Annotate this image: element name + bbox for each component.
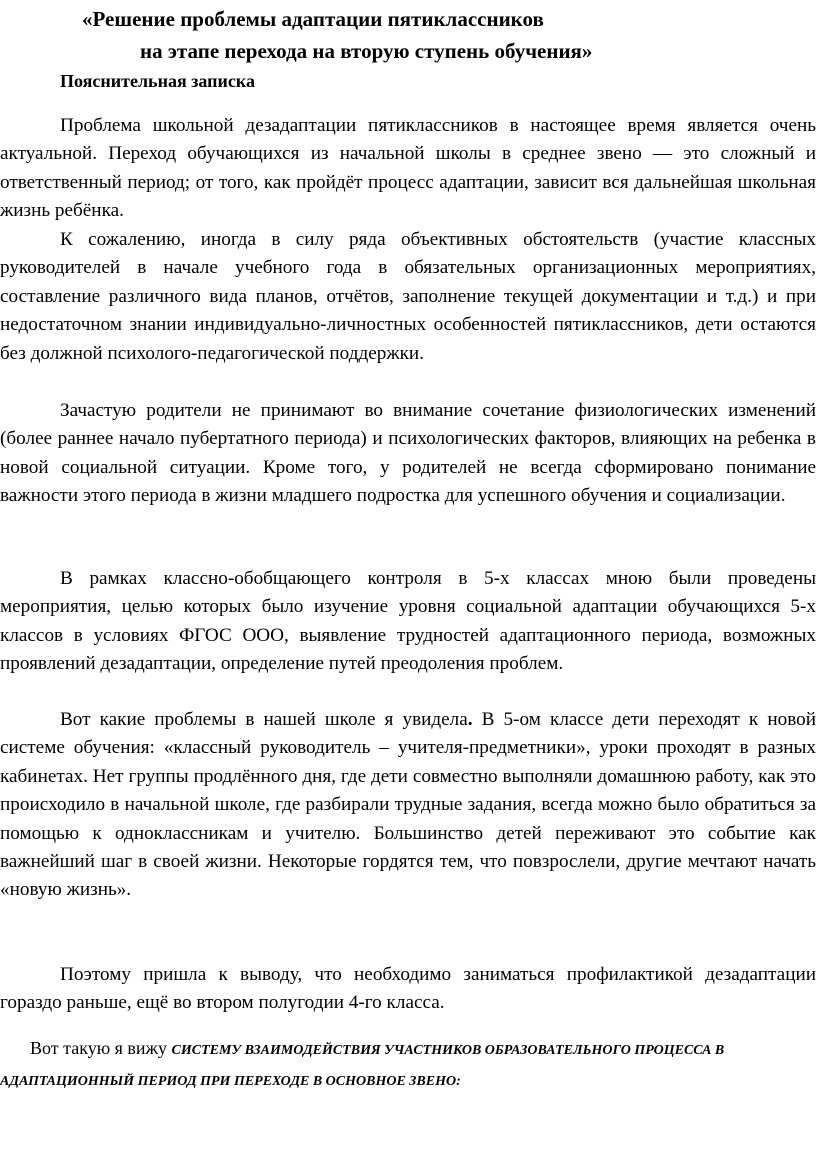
paragraph-circumstances: К сожалению, иногда в силу ряда объективных обстоятельств (участие классных руководителей в начале учебного года в обязательных организационных мероприятиях, составление различного вида планов, отчётов, заполнение текущей документации и т.д.) и при недостаточном знании индивидуально-личностных особенностей пятиклассников, дети остаются без должной психолого-педагогической поддержки. (0, 229, 816, 364)
paragraph-problems-rest: В 5-ом классе дети переходят к новой системе обучения: «классный руководитель – учителя-предметники», уроки проходят в разных кабинетах. Нет группы продлённого дня, где дети совместно выполняли домашнюю работу, как это происходило в начальной школе, где разбирали трудные задания, всегда можно было обратиться за помощью к одноклассникам и учителю. Большинство детей переживают это событие как важнейший шаг в своей жизни. Некоторые гордятся тем, что повзрослели, другие мечтают начать «новую жизнь». (0, 709, 816, 901)
paragraph-problems-dot: . (467, 709, 473, 730)
paragraph-system-lead: Вот такую я вижу (30, 1038, 172, 1058)
document-subtitle: Пояснительная записка (60, 71, 256, 91)
paragraph-intro: Проблема школьной дезадаптации пятиклассников в настоящее время является очень актуальной. Переход обучающихся из начальной школы в среднее звено — это сложный и ответственный период; от того, как пройдёт процесс адаптации, зависит вся дальнейшая школьная жизнь ребёнка. (0, 115, 816, 222)
document-title-line-2: на этапе перехода на вторую ступень обучения» (140, 39, 593, 63)
paragraph-system-emphasis: СИСТЕМУ ВЗАИМОДЕЙСТВИЯ УЧАСТНИКОВ ОБРАЗОВАТЕЛЬНОГО ПРОЦЕССА В АДАПТАЦИОННЫЙ ПЕРИОД ПРИ ПЕРЕХОДЕ В ОСНОВНОЕ ЗВЕНО: (0, 1043, 725, 1089)
paragraph-conclusion: Поэтому пришла к выводу, что необходимо заниматься профилактикой дезадаптации гораздо раньше, ещё во втором полугодии 4-го класса. (0, 964, 816, 1014)
paragraph-problems (0, 706, 816, 905)
paragraph-control: В рамках классно-обобщающего контроля в 5-х классах мною были проведены мероприятия, целью которых было изучение уровня социальной адаптации обучающихся 5-х классов в условиях ФГОС ООО, выявление трудностей адаптационного периода, возможных проявлений дезадаптации, определение путей преодоления проблем. (0, 568, 816, 675)
paragraph-parents: Зачастую родители не принимают во внимание сочетание физиологических изменений (более раннее начало пубертатного периода) и психологических факторов, влияющих на ребенка в новой социальной ситуации. Кроме того, у родителей не всегда сформировано понимание важности этого периода в жизни младшего подростка для успешного обучения и социализации. (0, 400, 816, 507)
paragraph-system (0, 1034, 816, 1096)
paragraph-problems-lead: Вот какие проблемы в нашей школе я увидела (60, 709, 468, 730)
document-title-line-1: «Решение проблемы адаптации пятиклассников (82, 7, 544, 31)
